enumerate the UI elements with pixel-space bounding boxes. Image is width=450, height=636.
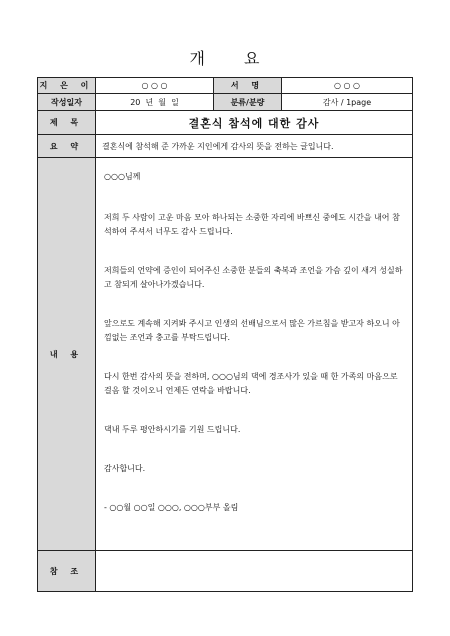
sign-off: - ○○월 ○○일 ○○○, ○○○부부 올림 bbox=[104, 503, 239, 512]
date-label: 작성일자 bbox=[38, 94, 96, 111]
author-value[interactable]: ○ ○ ○ bbox=[96, 78, 214, 94]
body-paragraph: 앞으로도 계속해 지켜봐 주시고 인생의 선배님으로서 많은 가르침을 받고자 하오니 아낌없는 조언과 충고를 부탁드립니다. bbox=[104, 319, 400, 342]
title-char-1: 개 bbox=[189, 49, 206, 68]
reference-value[interactable] bbox=[96, 551, 413, 592]
body-paragraph: 저희 두 사람이 고운 마음 모아 하나되는 소중한 자리에 바쁘신 중에도 시간을 내어 참석하여 주셔서 너무도 감사 드립니다. bbox=[104, 213, 400, 236]
date-row bbox=[38, 94, 413, 111]
summary-row bbox=[38, 135, 413, 158]
subject-label: 제 목 bbox=[38, 111, 96, 135]
reference-row bbox=[38, 551, 413, 592]
category-label: 분류/분량 bbox=[214, 94, 282, 111]
body-paragraph: 다시 한번 감사의 뜻을 전하며, ○○○님의 댁에 경조사가 있을 때 한 가족의 마음으로 걸음 할 것이오니 언제든 연락을 바랍니다. bbox=[104, 372, 398, 395]
category-value[interactable]: 감사 / 1page bbox=[282, 94, 413, 111]
signature-value[interactable]: ○ ○ ○ bbox=[282, 78, 413, 94]
summary-label: 요 약 bbox=[38, 135, 96, 158]
content-body[interactable] bbox=[96, 158, 413, 551]
reference-label: 참 조 bbox=[38, 551, 96, 592]
signature-label: 서 명 bbox=[214, 78, 282, 94]
subject-row bbox=[38, 111, 413, 135]
salutation: ○○○님께 bbox=[104, 172, 141, 181]
author-row bbox=[38, 78, 413, 94]
title-char-2: 요 bbox=[244, 49, 261, 68]
document-title bbox=[0, 46, 450, 69]
body-paragraph: 저희들의 언약에 증인이 되어주신 소중한 분들의 축복과 조언을 가슴 깊이 새겨 성실하고 참되게 살아나가겠습니다. bbox=[104, 266, 403, 289]
content-row bbox=[38, 158, 413, 551]
subject-value[interactable]: 결혼식 참석에 대한 감사 bbox=[96, 111, 413, 135]
summary-value[interactable]: 결혼식에 참석해 준 가까운 지인에게 감사의 뜻을 전하는 글입니다. bbox=[96, 135, 413, 158]
body-paragraph: 댁내 두루 평안하시기를 기원 드립니다. bbox=[104, 425, 241, 434]
content-label: 내 용 bbox=[38, 158, 96, 551]
closing-thanks: 감사합니다. bbox=[104, 464, 146, 473]
author-label: 지 은 이 bbox=[38, 78, 96, 94]
overview-form-table bbox=[37, 77, 413, 592]
date-value[interactable]: 20 년 월 일 bbox=[96, 94, 214, 111]
